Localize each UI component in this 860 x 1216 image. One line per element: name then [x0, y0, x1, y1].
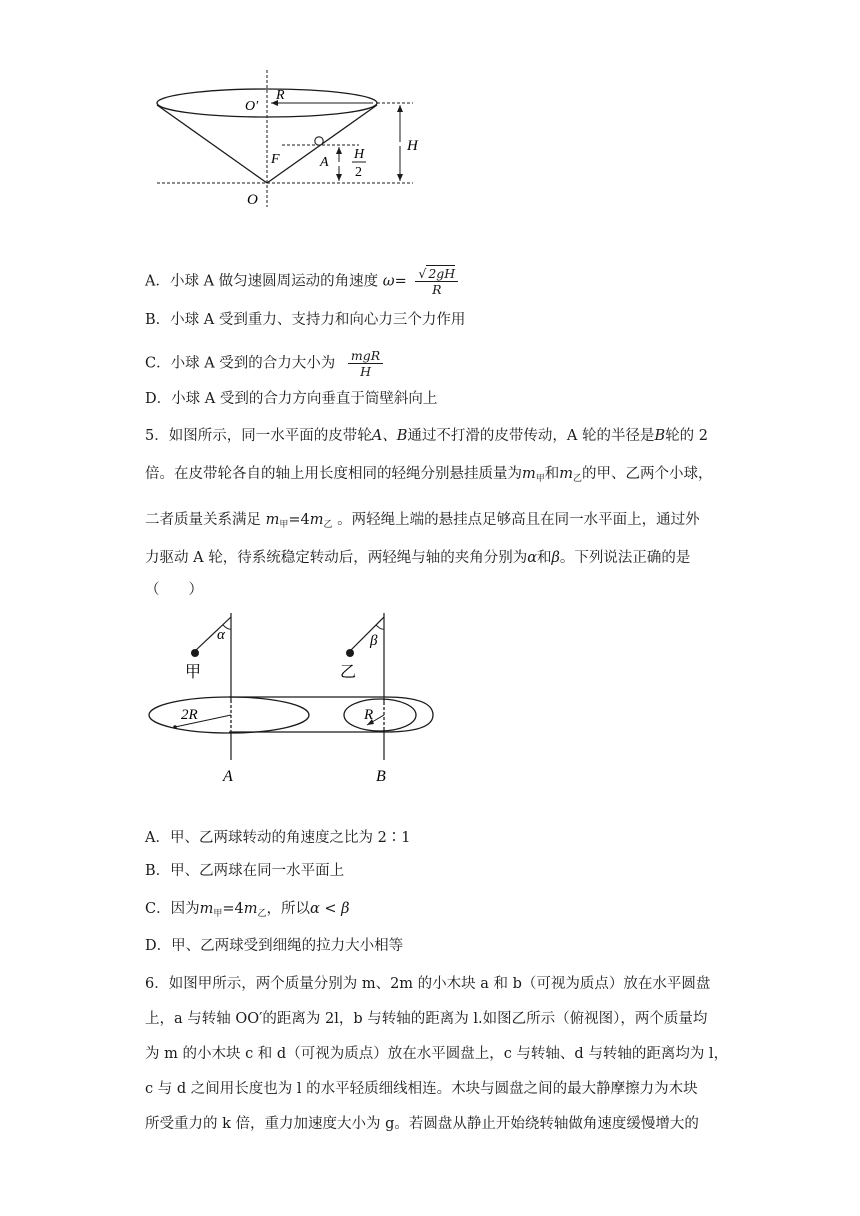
- q5-line-3: 二者质量关系满足 $m_甲=4m_乙$ 。两轻绳上端的悬挂点足够高且在同一水平面上，通过外: [145, 512, 700, 530]
- label-R: R: [364, 707, 374, 723]
- label-H: H: [407, 138, 418, 154]
- q5-line-4: 力驱动 A 轮，待系统稳定转动后，两轻绳与轴的夹角分别为α和β。下列说法正确的是: [145, 550, 691, 566]
- ball-A: [315, 137, 323, 145]
- label-H-half-num: H: [354, 147, 365, 162]
- label-O-prime: O′: [245, 99, 259, 114]
- label-A: A: [320, 155, 329, 170]
- q6-line-3: 为 m 的小木块 c 和 d（可视为质点）放在水平圆盘上，c 与转轴、d 与转轴的距离均为 l，: [145, 1046, 729, 1062]
- q5-option-C: C．因为$m_甲=4m_乙$，所以α < β: [145, 901, 350, 919]
- rope-jia: [195, 617, 231, 651]
- label-A: A: [223, 768, 233, 785]
- q5-option-D: D．甲、乙两球受到细绳的拉力大小相等: [145, 938, 404, 954]
- q4-option-C: C．小球 A 受到的合力大小为 $\frac{\text{mgR}}{H}$: [145, 348, 383, 379]
- q4-option-A: A．小球 A 做匀速圆周运动的角速度 ω= $\frac{√ 2gH}{R}$: [145, 266, 458, 297]
- q5-line-5: （ ）: [145, 582, 203, 598]
- label-H-half-den: 2: [355, 165, 362, 180]
- label-R: R: [276, 88, 285, 103]
- label-O: O: [247, 192, 258, 208]
- cone-figure: [145, 62, 425, 212]
- q4-option-B: B．小球 A 受到重力、支持力和向心力三个力作用: [145, 312, 466, 328]
- label-2R: 2R: [181, 707, 198, 723]
- q6-line-5: 所受重力的 k 倍，重力加速度大小为 g。若圆盘从静止开始绕转轴做角速度缓慢增大的: [145, 1116, 699, 1132]
- q6-line-2: 上，a 与转轴 OO′的距离为 2l，b 与转轴的距离为 l.如图乙所示（俯视图），两个质量均: [145, 1011, 708, 1027]
- force-fraction: $\frac{\text{mgR}}{H}$: [348, 348, 383, 379]
- q5-line-2: 倍。在皮带轮各自的轴上用长度相同的轻绳分别悬挂质量为$m_甲$和$m_乙$的甲、乙两个小球，: [145, 466, 713, 484]
- ball-yi: [346, 649, 354, 657]
- label-beta: β: [370, 633, 378, 649]
- q6-line-1: 6．如图甲所示，两个质量分别为 m、2m 的小木块 a 和 b（可视为质点）放在水平圆盘: [145, 976, 711, 992]
- label-F: F: [271, 152, 280, 167]
- pulley-figure: [145, 605, 445, 790]
- rope-yi: [350, 617, 384, 651]
- ball-jia: [191, 649, 199, 657]
- q6-line-4: c 与 d 之间用长度也为 l 的水平轻质细线相连。木块与圆盘之间的最大静摩擦力为木块: [145, 1081, 698, 1097]
- pulley-B: [344, 699, 416, 731]
- label-yi: 乙: [340, 664, 357, 681]
- label-alpha: α: [217, 627, 225, 643]
- q4-option-D: D．小球 A 受到的合力方向垂直于筒壁斜向上: [145, 391, 438, 407]
- q5-option-A: A．甲、乙两球转动的角速度之比为 2∶1: [145, 830, 411, 846]
- label-B: B: [376, 768, 386, 785]
- label-jia: 甲: [185, 664, 202, 681]
- q5-option-B: B．甲、乙两球在同一水平面上: [145, 863, 345, 879]
- omega-fraction: $\frac{√ 2gH}{R}$: [415, 266, 458, 297]
- q5-line-1: 5．如图所示，同一水平面的皮带轮A、B通过不打滑的皮带传动，A 轮的半径是B轮的 2: [145, 428, 708, 444]
